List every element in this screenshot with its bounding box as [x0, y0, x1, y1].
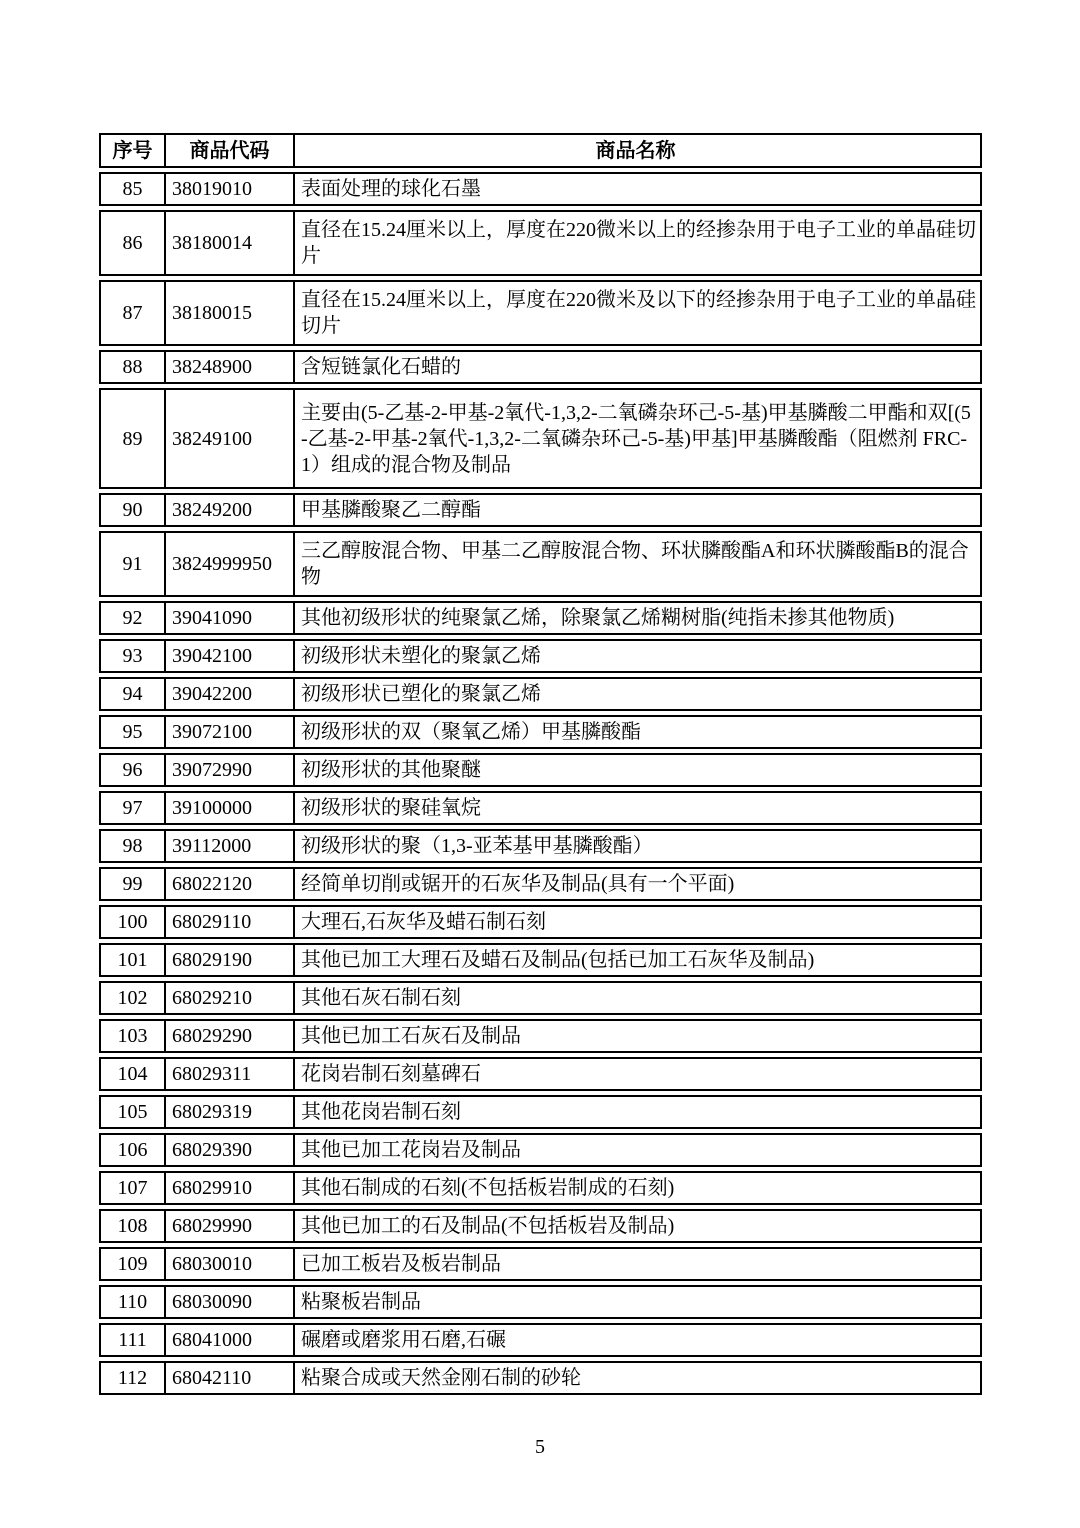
table-row	[99, 531, 982, 597]
serial-number-cell: 92	[122, 607, 143, 629]
commodity-name-cell: 其他石制成的石刻(不包括板岩制成的石刻)	[293, 1173, 980, 1203]
table-row	[99, 1019, 982, 1053]
table-row	[99, 677, 982, 711]
commodity-name-cell: 大理石,石灰华及蜡石制石刻	[293, 907, 980, 937]
commodity-name-cell: 直径在15.24厘米以上，厚度在220微米及以下的经掺杂用于电子工业的单晶硅切片	[293, 282, 980, 344]
commodity-name-cell: 粘聚合成或天然金刚石制的砂轮	[293, 1363, 980, 1393]
commodity-name-cell: 初级形状的聚（1,3-亚苯基甲基膦酸酯）	[293, 831, 980, 861]
commodity-code-cell: 39072100	[164, 717, 293, 747]
commodity-name-cell: 初级形状已塑化的聚氯乙烯	[293, 679, 980, 709]
serial-number-cell: 110	[117, 1291, 148, 1313]
table-header-row	[99, 133, 982, 168]
header-serial-number: 序号	[112, 139, 153, 162]
serial-number-cell: 95	[122, 721, 143, 743]
commodity-name-cell: 其他花岗岩制石刻	[293, 1097, 980, 1127]
commodity-name-cell: 三乙醇胺混合物、甲基二乙醇胺混合物、环状膦酸酯A和环状膦酸酯B的混合物	[293, 533, 980, 595]
table-row	[99, 943, 982, 977]
table-row	[99, 829, 982, 863]
commodity-code-cell: 38249200	[164, 495, 293, 525]
commodity-code-cell: 39042200	[164, 679, 293, 709]
serial-number-cell: 106	[117, 1139, 148, 1161]
commodity-name-cell: 粘聚板岩制品	[293, 1287, 980, 1317]
commodity-code-cell: 3824999950	[164, 533, 293, 595]
table-row	[99, 1285, 982, 1319]
serial-number-cell: 85	[122, 178, 143, 200]
table-row	[99, 1171, 982, 1205]
commodity-name-cell: 初级形状的双（聚氧乙烯）甲基膦酸酯	[293, 717, 980, 747]
header-commodity-name: 商品名称	[293, 135, 980, 166]
table-row	[99, 388, 982, 489]
commodity-name-cell: 碾磨或磨浆用石磨,石碾	[293, 1325, 980, 1355]
commodity-code-cell: 38249100	[164, 390, 293, 487]
serial-number-cell: 96	[122, 759, 143, 781]
commodity-name-cell: 初级形状的其他聚醚	[293, 755, 980, 785]
commodity-name-cell: 花岗岩制石刻墓碑石	[293, 1059, 980, 1089]
table-row	[99, 905, 982, 939]
serial-number-cell: 86	[122, 232, 143, 254]
serial-number-cell: 105	[117, 1101, 148, 1123]
table-row	[99, 1247, 982, 1281]
commodity-code-cell: 68029110	[164, 907, 293, 937]
serial-number-cell: 103	[117, 1025, 148, 1047]
commodity-name-cell: 其他初级形状的纯聚氯乙烯，除聚氯乙烯糊树脂(纯指未掺其他物质)	[293, 603, 980, 633]
commodity-code-cell: 38180014	[164, 212, 293, 274]
commodity-name-cell: 初级形状的聚硅氧烷	[293, 793, 980, 823]
commodity-code-cell: 68029990	[164, 1211, 293, 1241]
commodity-name-cell: 已加工板岩及板岩制品	[293, 1249, 980, 1279]
serial-number-cell: 87	[122, 302, 143, 324]
table-row	[99, 172, 982, 206]
commodity-code-cell: 38248900	[164, 352, 293, 382]
serial-number-cell: 90	[122, 499, 143, 521]
table-row	[99, 753, 982, 787]
serial-number-cell: 107	[117, 1177, 148, 1199]
serial-number-cell: 100	[117, 911, 148, 933]
commodity-name-cell: 其他石灰石制石刻	[293, 983, 980, 1013]
table-row	[99, 1361, 982, 1395]
table-body	[99, 172, 982, 1395]
commodity-name-cell: 其他已加工石灰石及制品	[293, 1021, 980, 1051]
serial-number-cell: 88	[122, 356, 143, 378]
table-row	[99, 350, 982, 384]
table-row	[99, 280, 982, 346]
commodity-code-cell: 68041000	[164, 1325, 293, 1355]
table-row	[99, 981, 982, 1015]
table-row	[99, 791, 982, 825]
commodity-code-cell: 68030010	[164, 1249, 293, 1279]
commodity-code-cell: 68029910	[164, 1173, 293, 1203]
serial-number-cell: 101	[117, 949, 148, 971]
serial-number-cell: 111	[118, 1329, 147, 1351]
table-row	[99, 493, 982, 527]
header-commodity-code: 商品代码	[164, 135, 293, 166]
commodity-name-cell: 甲基膦酸聚乙二醇酯	[293, 495, 980, 525]
commodity-code-cell: 39112000	[164, 831, 293, 861]
serial-number-cell: 98	[122, 835, 143, 857]
table-row	[99, 601, 982, 635]
commodity-code-cell: 68029311	[164, 1059, 293, 1089]
serial-number-cell: 97	[122, 797, 143, 819]
serial-number-cell: 104	[117, 1063, 148, 1085]
commodity-name-cell: 主要由(5-乙基-2-甲基-2氧代-1,3,2-二氧磷杂环己-5-基)甲基膦酸二甲酯和双[(5-乙基-2-甲基-2氧代-1,3,2-二氧磷杂环己-5-基)甲基]甲基膦酸酯（阻燃剂 FRC-1）组成的混合物及制品	[293, 390, 980, 487]
serial-number-cell: 109	[117, 1253, 148, 1275]
commodity-code-cell: 68029210	[164, 983, 293, 1013]
commodity-name-cell: 表面处理的球化石墨	[293, 174, 980, 204]
commodity-code-cell: 68029390	[164, 1135, 293, 1165]
table-row	[99, 1057, 982, 1091]
serial-number-cell: 93	[122, 645, 143, 667]
table-row	[99, 715, 982, 749]
table-row	[99, 210, 982, 276]
commodity-code-cell: 39100000	[164, 793, 293, 823]
commodity-table	[99, 133, 982, 1395]
commodity-name-cell: 直径在15.24厘米以上，厚度在220微米以上的经掺杂用于电子工业的单晶硅切片	[293, 212, 980, 274]
commodity-name-cell: 其他已加工大理石及蜡石及制品(包括已加工石灰华及制品)	[293, 945, 980, 975]
commodity-name-cell: 初级形状未塑化的聚氯乙烯	[293, 641, 980, 671]
commodity-code-cell: 39042100	[164, 641, 293, 671]
table-row	[99, 1323, 982, 1357]
commodity-code-cell: 38019010	[164, 174, 293, 204]
serial-number-cell: 99	[122, 873, 143, 895]
commodity-code-cell: 39072990	[164, 755, 293, 785]
commodity-code-cell: 68029190	[164, 945, 293, 975]
commodity-name-cell: 其他已加工的石及制品(不包括板岩及制品)	[293, 1211, 980, 1241]
serial-number-cell: 94	[122, 683, 143, 705]
serial-number-cell: 91	[122, 553, 143, 575]
commodity-name-cell: 经简单切削或锯开的石灰华及制品(具有一个平面)	[293, 869, 980, 899]
commodity-code-cell: 68029290	[164, 1021, 293, 1051]
commodity-code-cell: 68030090	[164, 1287, 293, 1317]
table-row	[99, 867, 982, 901]
serial-number-cell: 112	[117, 1367, 148, 1389]
serial-number-cell: 89	[122, 427, 143, 450]
serial-number-cell: 102	[117, 987, 148, 1009]
commodity-name-cell: 其他已加工花岗岩及制品	[293, 1135, 980, 1165]
serial-number-cell: 108	[117, 1215, 148, 1237]
table-row	[99, 1209, 982, 1243]
commodity-name-cell: 含短链氯化石蜡的	[293, 352, 980, 382]
page-number: 5	[535, 1436, 545, 1458]
commodity-code-cell: 38180015	[164, 282, 293, 344]
table-row	[99, 1133, 982, 1167]
table-row	[99, 639, 982, 673]
commodity-code-cell: 68022120	[164, 869, 293, 899]
commodity-code-cell: 68042110	[164, 1363, 293, 1393]
commodity-code-cell: 39041090	[164, 603, 293, 633]
commodity-code-cell: 68029319	[164, 1097, 293, 1127]
table-row	[99, 1095, 982, 1129]
